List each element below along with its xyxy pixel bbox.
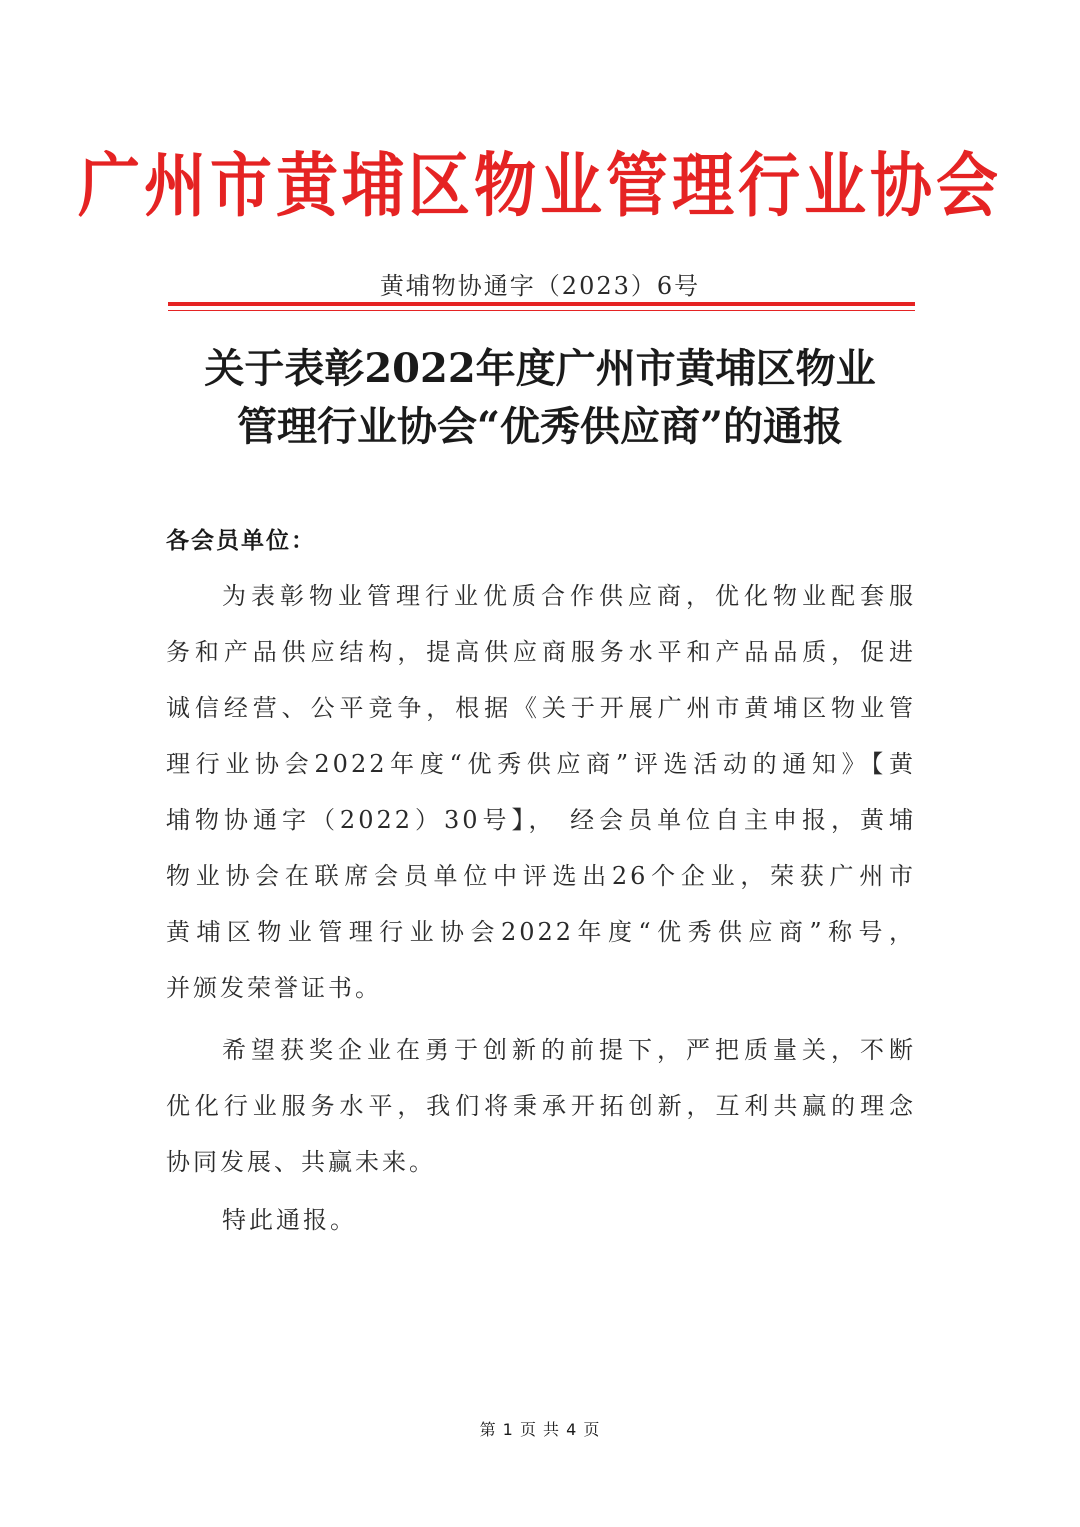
page-indicator: 第 1 页 共 4 页 xyxy=(479,1420,601,1439)
paragraph-line: 协同发展、共赢未来。 xyxy=(166,1148,436,1176)
paragraph-2 xyxy=(166,1022,916,1190)
paragraph-line: 并颁发荣誉证书。 xyxy=(166,974,382,1002)
salutation: 各会员单位： xyxy=(166,527,316,554)
document-number: 黄埔物协通字（2023）6号 xyxy=(379,272,701,300)
letterhead-red-rule-thin xyxy=(168,310,915,311)
paragraph-line: 希望获奖企业在勇于创新的前提下，严把质量关，不断 xyxy=(222,1036,916,1064)
paragraph-line: 物业协会在联席会员单位中评选出26个企业，荣获广州市 xyxy=(166,862,916,890)
paragraph-line: 务和产品供应结构，提高供应商服务水平和产品品质，促进 xyxy=(166,638,916,666)
paragraph-line: 诚信经营、公平竞争，根据《关于开展广州市黄埔区物业管 xyxy=(166,694,916,722)
paragraph-line: 黄埔区物业管理行业协会2022年度“优秀供应商”称号， xyxy=(166,918,916,946)
letterhead-red-rule-thick xyxy=(168,302,915,306)
notice-title-line-1: 关于表彰2022年度广州市黄埔区物业 xyxy=(204,345,876,392)
closing-line: 特此通报。 xyxy=(222,1206,357,1234)
letterhead-organization-title: 广州市黄埔区物业管理行业协会 xyxy=(77,144,1002,227)
paragraph-line: 埔物协通字（2022）30号】， 经会员单位自主申报，黄埔 xyxy=(166,806,916,834)
notice-title xyxy=(0,340,1080,456)
notice-title-line-2: 管理行业协会“优秀供应商”的通报 xyxy=(236,403,843,450)
paragraph-1 xyxy=(166,568,916,1016)
paragraph-line: 优化行业服务水平，我们将秉承开拓创新，互利共赢的理念 xyxy=(166,1092,916,1120)
paragraph-line: 理行业协会2022年度“优秀供应商”评选活动的通知》【黄 xyxy=(166,750,916,778)
paragraph-line: 为表彰物业管理行业优质合作供应商，优化物业配套服 xyxy=(222,582,916,610)
closing-paragraph xyxy=(166,1192,916,1248)
